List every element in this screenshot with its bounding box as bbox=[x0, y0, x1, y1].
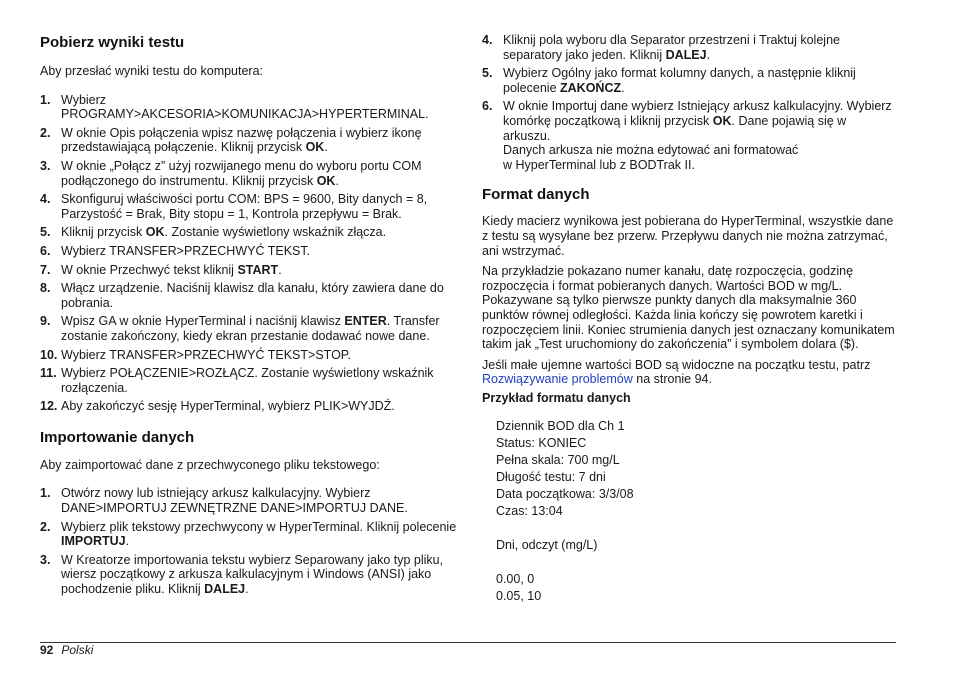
step-item bbox=[40, 348, 460, 363]
step-text-part: . Dane pojawią się w arkuszu. Danych arkusza nie można edytować ani formatować w HyperTerminal lub z BODTrak II. bbox=[503, 113, 847, 172]
step-text-part: . bbox=[706, 47, 711, 62]
step-keyword: ZAKOŃCZ bbox=[560, 80, 622, 95]
step-keyword: OK bbox=[316, 173, 336, 188]
left-column bbox=[40, 30, 460, 601]
page-footer bbox=[40, 643, 93, 657]
step-text bbox=[61, 263, 282, 277]
step-text-part: Wybierz TRANSFER>PRZECHWYĆ TEKST>STOP. bbox=[61, 347, 351, 362]
right-column bbox=[482, 33, 896, 605]
step-text bbox=[61, 281, 444, 310]
step-text-part: Włącz urządzenie. Naciśnij klawisz dla kanału, który zawiera dane do pobrania. bbox=[61, 281, 444, 310]
para3-text-before: Jeśli małe ujemne wartości BOD są widoczne na początku testu, patrz bbox=[482, 357, 871, 372]
step-number: 6. bbox=[482, 99, 493, 114]
step-number: 10. bbox=[40, 347, 58, 362]
step-text-part: Wybierz plik tekstowy przechwycony w HyperTerminal. Kliknij polecenie bbox=[61, 519, 457, 534]
step-text-part: Kliknij przycisk bbox=[61, 225, 146, 240]
format-paragraph-3 bbox=[482, 358, 896, 387]
example-data-block bbox=[496, 418, 896, 605]
step-text-part: Wybierz PROGRAMY>AKCESORIA>KOMUNIKACJA>HYPERTERMINAL. bbox=[61, 92, 429, 122]
step-number: 2. bbox=[40, 519, 51, 534]
step-item bbox=[482, 66, 896, 95]
step-text-part: . bbox=[245, 582, 249, 597]
page-number: 92 bbox=[40, 643, 54, 657]
step-text-part: Otwórz nowy lub istniejący arkusz kalkulacyjny. Wybierz DANE>IMPORTUJ ZEWNĘTRZNE DANE>IMPORTUJ DANE. bbox=[61, 486, 408, 516]
step-text-part: . bbox=[335, 173, 339, 188]
step-text-part: . bbox=[324, 140, 328, 155]
format-paragraph-1: Kiedy macierz wynikowa jest pobierana do HyperTerminal, wszystkie dane z testu są wysyłane bez przerw. Przepływu danych nie można zatrzymać, ani wstrzymać. bbox=[482, 214, 894, 258]
step-text bbox=[61, 244, 310, 258]
step-number: 3. bbox=[40, 552, 51, 567]
step-text-part: . Transfer zostanie zakończony, kiedy ekran przestanie dodawać nowe dane. bbox=[61, 314, 440, 343]
example-line: Status: KONIEC bbox=[496, 436, 587, 451]
example-line: Czas: 13:04 bbox=[496, 504, 563, 519]
step-text-part: . bbox=[125, 534, 130, 549]
step-text bbox=[61, 520, 456, 549]
step-text bbox=[503, 66, 856, 95]
download-intro: Aby przesłać wyniki testu do komputera: bbox=[40, 64, 264, 78]
troubleshooting-link[interactable]: Rozwiązywanie problemów bbox=[482, 372, 633, 387]
step-text-part: . bbox=[621, 80, 625, 95]
step-number: 1. bbox=[40, 486, 51, 501]
step-number: 4. bbox=[482, 33, 493, 47]
step-item bbox=[40, 366, 460, 395]
import-steps-list bbox=[40, 486, 460, 596]
step-item bbox=[40, 159, 460, 188]
step-item bbox=[40, 263, 460, 278]
step-item bbox=[40, 244, 460, 259]
step-text bbox=[503, 99, 892, 171]
step-text-part: Wybierz Ogólny jako format kolumny danych, a następnie kliknij polecenie bbox=[503, 66, 856, 95]
step-text-part: W oknie Opis połączenia wpisz nazwę połączenia i wybierz ikonę przedstawiającą połączenie. Kliknij przycisk bbox=[61, 125, 422, 155]
footer-divider bbox=[40, 642, 896, 643]
example-line: Data początkowa: 3/3/08 bbox=[496, 487, 634, 502]
step-item bbox=[40, 314, 460, 343]
step-keyword: OK bbox=[712, 113, 732, 128]
step-number: 6. bbox=[40, 243, 51, 258]
step-number: 7. bbox=[40, 262, 51, 277]
step-item bbox=[40, 126, 460, 155]
step-item bbox=[40, 93, 460, 122]
step-item bbox=[40, 225, 460, 240]
step-number: 4. bbox=[40, 192, 51, 207]
step-text-part: W oknie Przechwyć tekst kliknij bbox=[61, 262, 238, 277]
section-title-download-results: Pobierz wyniki testu bbox=[40, 34, 185, 51]
import-steps-continued-list bbox=[482, 33, 896, 172]
step-keyword: OK bbox=[305, 140, 325, 155]
example-heading: Przykład formatu danych bbox=[482, 390, 631, 405]
format-paragraph-2: Na przykładzie pokazano numer kanału, datę rozpoczęcia, godzinę rozpoczęcia i format pobieranych danych. Wartości BOD w mg/L. Pokazywane są tylko pierwsze punkty danych dla maksymalnie 360 punktów równej odległości. Każda linia kończy się powrotem karetki i rozpoczęciem linii. Koniec strumienia danych jest oznaczany komunikatem takim jak „Test uruchomiony do zakończenia” i symbolem dolara ($). bbox=[482, 264, 895, 352]
import-intro: Aby zaimportować dane z przechwyconego pliku tekstowego: bbox=[40, 457, 380, 472]
step-text bbox=[61, 486, 408, 515]
example-line bbox=[496, 554, 896, 571]
step-text-part: . bbox=[278, 262, 282, 277]
step-text bbox=[61, 553, 443, 596]
step-number: 5. bbox=[40, 225, 51, 240]
step-keyword: DALEJ bbox=[665, 47, 707, 62]
step-item bbox=[482, 99, 896, 172]
example-line: Długość testu: 7 dni bbox=[496, 470, 606, 485]
step-text bbox=[61, 348, 351, 362]
step-keyword: ENTER bbox=[344, 314, 387, 329]
step-number: 2. bbox=[40, 125, 51, 140]
step-item bbox=[40, 399, 460, 414]
section-title-import-data: Importowanie danych bbox=[40, 428, 195, 446]
step-item bbox=[482, 33, 896, 62]
step-number: 11. bbox=[40, 366, 57, 381]
step-keyword: DALEJ bbox=[204, 582, 246, 597]
step-text-part: Kliknij pola wyboru dla Separator przestrzeni i Traktuj kolejne separatory jako jeden. Kliknij bbox=[503, 33, 840, 62]
step-keyword: OK bbox=[145, 225, 165, 240]
step-text bbox=[61, 399, 395, 413]
step-text-part: Wpisz GA w oknie HyperTerminal i naciśnij klawisz bbox=[61, 314, 345, 329]
step-text-part: Wybierz TRANSFER>PRZECHWYĆ TEKST. bbox=[61, 243, 311, 258]
step-item bbox=[40, 281, 460, 310]
step-text-part: Aby zakończyć sesję HyperTerminal, wybierz PLIK>WYJDŹ. bbox=[61, 399, 395, 414]
example-line: Pełna skala: 700 mg/L bbox=[496, 453, 620, 468]
download-steps-list bbox=[40, 93, 460, 414]
example-line: Dni, odczyt (mg/L) bbox=[496, 538, 598, 553]
step-text bbox=[61, 314, 440, 343]
step-text bbox=[61, 225, 386, 239]
step-item bbox=[40, 520, 460, 549]
step-text-part: Skonfiguruj właściwości portu COM: BPS = 9600, Bity danych = 8, Parzystość = Brak, Bity stopu = 1, Kontrola przepływu = Brak. bbox=[61, 192, 428, 221]
example-line: 0.00, 0 bbox=[496, 572, 535, 587]
section-title-data-format: Format danych bbox=[482, 186, 590, 204]
step-keyword: START bbox=[237, 262, 279, 277]
step-text-part: W Kreatorze importowania tekstu wybierz Separowany jako typ pliku, wiersz początkowy z arkusza kalkulacyjnym i Windows (ANSI) jako pochodzenie pliku. Kliknij bbox=[61, 552, 444, 597]
step-text bbox=[61, 93, 429, 122]
step-keyword: IMPORTUJ bbox=[61, 534, 126, 549]
step-item bbox=[40, 192, 460, 221]
step-text bbox=[61, 126, 422, 155]
step-text bbox=[61, 366, 434, 395]
step-item bbox=[40, 553, 460, 597]
step-text bbox=[61, 159, 422, 188]
step-text-part: . Zostanie wyświetlony wskaźnik złącza. bbox=[164, 225, 387, 240]
step-text-part: W oknie Importuj dane wybierz Istniejący arkusz kalkulacyjny. Wybierz komórkę początkową i kliknij przycisk bbox=[503, 99, 892, 128]
example-line: Dziennik BOD dla Ch 1 bbox=[496, 419, 625, 434]
example-line bbox=[496, 520, 896, 537]
step-number: 8. bbox=[40, 281, 51, 296]
step-text bbox=[61, 192, 427, 221]
step-number: 5. bbox=[482, 66, 493, 81]
step-text-part: Wybierz POŁĄCZENIE>ROZŁĄCZ. Zostanie wyświetlony wskaźnik rozłączenia. bbox=[61, 366, 434, 395]
footer-language: Polski bbox=[61, 643, 94, 657]
step-number: 3. bbox=[40, 158, 51, 173]
example-line: 0.05, 10 bbox=[496, 589, 542, 604]
step-number: 1. bbox=[40, 92, 51, 107]
para3-text-after: na stronie 94. bbox=[632, 372, 712, 387]
step-text bbox=[503, 33, 840, 62]
step-item bbox=[40, 486, 460, 515]
step-text-part: W oknie „Połącz z” użyj rozwijanego menu do wyboru portu COM podłączonego do instrumentu. Kliknij przycisk bbox=[61, 158, 422, 188]
step-number: 9. bbox=[40, 314, 51, 329]
step-number: 12. bbox=[40, 399, 58, 414]
